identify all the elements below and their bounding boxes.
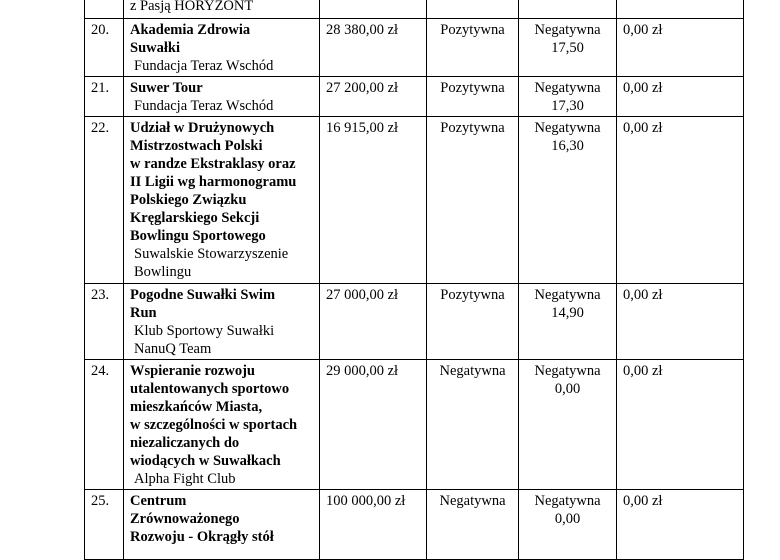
project-cell (124, 360, 320, 490)
granted-amount (617, 0, 744, 19)
merit-assessment: Negatywna (534, 493, 601, 509)
formal-assessment: Pozytywna (427, 19, 519, 77)
merit-score: 14,90 (551, 305, 584, 321)
project-cell (124, 284, 320, 360)
row-number (85, 0, 124, 19)
table-row (85, 77, 744, 117)
project-title: Akademia Zdrowia Suwałki (130, 22, 251, 56)
project-title: Pogodne Suwałki Swim Run (130, 287, 276, 321)
organization-name: Suwalskie Stowarzyszenie Bowlingu (134, 246, 289, 280)
requested-amount: 16 915,00 zł (320, 117, 427, 284)
project-cell (124, 77, 320, 117)
merit-assessment-cell (519, 284, 617, 360)
requested-amount: 100 000,00 zł (320, 490, 427, 560)
project-title: Wspieranie rozwoju utalentowanych sportowo mieszkańców Miasta, w szczególności w sportach niezaliczanych do wiodących w Suwałkach (130, 363, 298, 469)
row-number: 23. (85, 284, 124, 360)
merit-assessment-cell (519, 360, 617, 490)
row-number: 20. (85, 19, 124, 77)
organization-name: Klub Sportowy Suwałki NanuQ Team (134, 323, 275, 357)
granted-amount: 0,00 zł (617, 77, 744, 117)
granted-amount: 0,00 zł (617, 284, 744, 360)
requested-amount (320, 0, 427, 19)
formal-assessment: Negatywna (427, 360, 519, 490)
organization-name: z Pasją HORYZONT (130, 0, 254, 14)
merit-score: 17,50 (551, 40, 584, 56)
granted-amount: 0,00 zł (617, 117, 744, 284)
merit-assessment-cell (519, 117, 617, 284)
row-number: 21. (85, 77, 124, 117)
formal-assessment: Pozytywna (427, 77, 519, 117)
formal-assessment: Pozytywna (427, 284, 519, 360)
merit-assessment-cell (519, 19, 617, 77)
granted-amount: 0,00 zł (617, 490, 744, 560)
row-number: 22. (85, 117, 124, 284)
merit-score: 16,30 (551, 138, 584, 154)
project-cell (124, 0, 320, 19)
granted-amount: 0,00 zł (617, 19, 744, 77)
requested-amount: 27 200,00 zł (320, 77, 427, 117)
merit-assessment: Negatywna (534, 363, 601, 379)
project-cell (124, 117, 320, 284)
merit-score: 0,00 (554, 381, 581, 397)
formal-assessment: Pozytywna (427, 117, 519, 284)
table-row (85, 284, 744, 360)
row-number: 24. (85, 360, 124, 490)
project-cell (124, 490, 320, 560)
project-cell (124, 19, 320, 77)
table-row (85, 19, 744, 77)
table-row (85, 490, 744, 560)
formal-assessment: Negatywna (427, 490, 519, 560)
merit-score: 17,30 (551, 98, 584, 114)
table-row (85, 0, 744, 19)
merit-assessment-cell (519, 77, 617, 117)
merit-assessment: Negatywna (534, 120, 601, 136)
merit-score: 0,00 (554, 511, 581, 527)
organization-name: Fundacja Teraz Wschód (134, 98, 274, 114)
merit-assessment: Negatywna (534, 22, 601, 38)
grants-results-table (84, 0, 744, 560)
project-title: Suwer Tour (130, 80, 203, 96)
organization-name: Fundacja Teraz Wschód (134, 58, 274, 74)
row-number: 25. (85, 490, 124, 560)
merit-assessment-cell (519, 0, 617, 19)
organization-name: Alpha Fight Club (134, 471, 236, 487)
formal-assessment (427, 0, 519, 19)
table-row (85, 360, 744, 490)
table-row (85, 117, 744, 284)
requested-amount: 27 000,00 zł (320, 284, 427, 360)
merit-assessment: Negatywna (534, 287, 601, 303)
project-title: Udział w Drużynowych Mistrzostwach Polski w randze Ekstraklasy oraz II Ligii wg harmonogramu Polskiego Związku Kręglarskiego Sekcji Bowlingu Sportowego (130, 120, 297, 244)
requested-amount: 29 000,00 zł (320, 360, 427, 490)
requested-amount: 28 380,00 zł (320, 19, 427, 77)
merit-assessment: Negatywna (534, 80, 601, 96)
granted-amount: 0,00 zł (617, 360, 744, 490)
merit-assessment-cell (519, 490, 617, 560)
project-title: Centrum Zrównoważonego Rozwoju - Okrągły stół (130, 493, 274, 545)
